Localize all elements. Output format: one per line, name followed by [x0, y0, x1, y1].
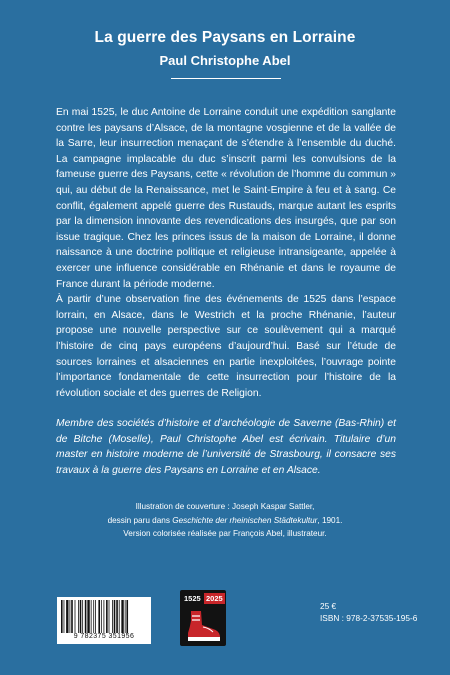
barcode-bars: [61, 600, 147, 633]
boot-icon: [183, 607, 223, 643]
credits-line-2-suffix: , 1901.: [317, 515, 343, 525]
isbn-number: ISBN : 978-2-37535-195-6: [320, 613, 418, 623]
price: 25 €: [320, 601, 337, 611]
credits-line-1: Illustration de couverture : Joseph Kaspar Sattler,: [135, 502, 315, 511]
author-bio: Membre des sociétés d’histoire et d’archéologie de Saverne (Bas-Rhin) et de Bitche (Moselle), Paul Christophe Abel est écrivain. Titulaire d’un master en histoire moderne de l’université de Strasbourg, il consacre ses travaux à la guerre des Paysans en Lorraine et en Alsace.: [56, 418, 396, 477]
back-cover-text: [56, 105, 396, 479]
barcode-digits: 9 782375 351956: [73, 633, 135, 640]
anniversary-logo: [180, 590, 226, 646]
blurb-paragraph-2: À partir d’une observation fine des événements de 1525 dans l’espace lorrain, en Alsace, dans le Westrich et la proche Rhénanie, l’auteur propose une nouvelle perspective sur ce soulèvement qui a marqué l’histoire de cinq pays européens d’aujourd’hui. Basé sur l’étude de sources lorraines et alsaciennes en partie inexploitées, l’ouvrage pointe l’importance fondamentale de cette insurrection pour l’histoire de la révolution sociale et des guerres de Religion.: [56, 294, 396, 399]
blurb-paragraph-1: En mai 1525, le duc Antoine de Lorraine conduit une expédition sanglante contre les paysans d’Alsace, de la montagne vosgienne et de la vallée de la Sarre, leur insurrection menaçant de s’étendre à l’ensemble du duché. La campagne implacable du duc s’inscrit parmi les convulsions de la fameuse guerre des Paysans, cette « révolution de l’homme du commun » qui, au début de la Renaissance, met le Saint-Empire à feu et à sang. Ce conflit, également appelé guerre des Rustauds, marque autant les esprits par la dimension innovante des revendications des insurgés, que par son issue tragique. Chez les princes issus de la maison de Lorraine, il donne naissance à une doctrine politique et religieuse intransigeante, appelée à exercer une influence considérable en Rhénanie et dans le royaume de France durant la période moderne.: [56, 107, 396, 290]
logo-year-end: 2025: [206, 594, 223, 603]
credits-line-2: [70, 514, 380, 528]
illustration-credits: [70, 500, 380, 541]
logo-year-start: 1525: [184, 594, 201, 603]
credits-work-title: Geschichte der rheinischen Städtekultur: [172, 515, 318, 525]
credits-line-2-prefix: dessin paru dans: [107, 515, 173, 525]
author-name: Paul Christophe Abel: [159, 53, 291, 68]
credits-line-3: Version colorisée réalisée par François Abel, illustrateur.: [123, 529, 327, 538]
book-title: La guerre des Paysans en Lorraine: [94, 29, 356, 46]
title-divider: [171, 78, 281, 79]
isbn-barcode: [57, 597, 151, 644]
